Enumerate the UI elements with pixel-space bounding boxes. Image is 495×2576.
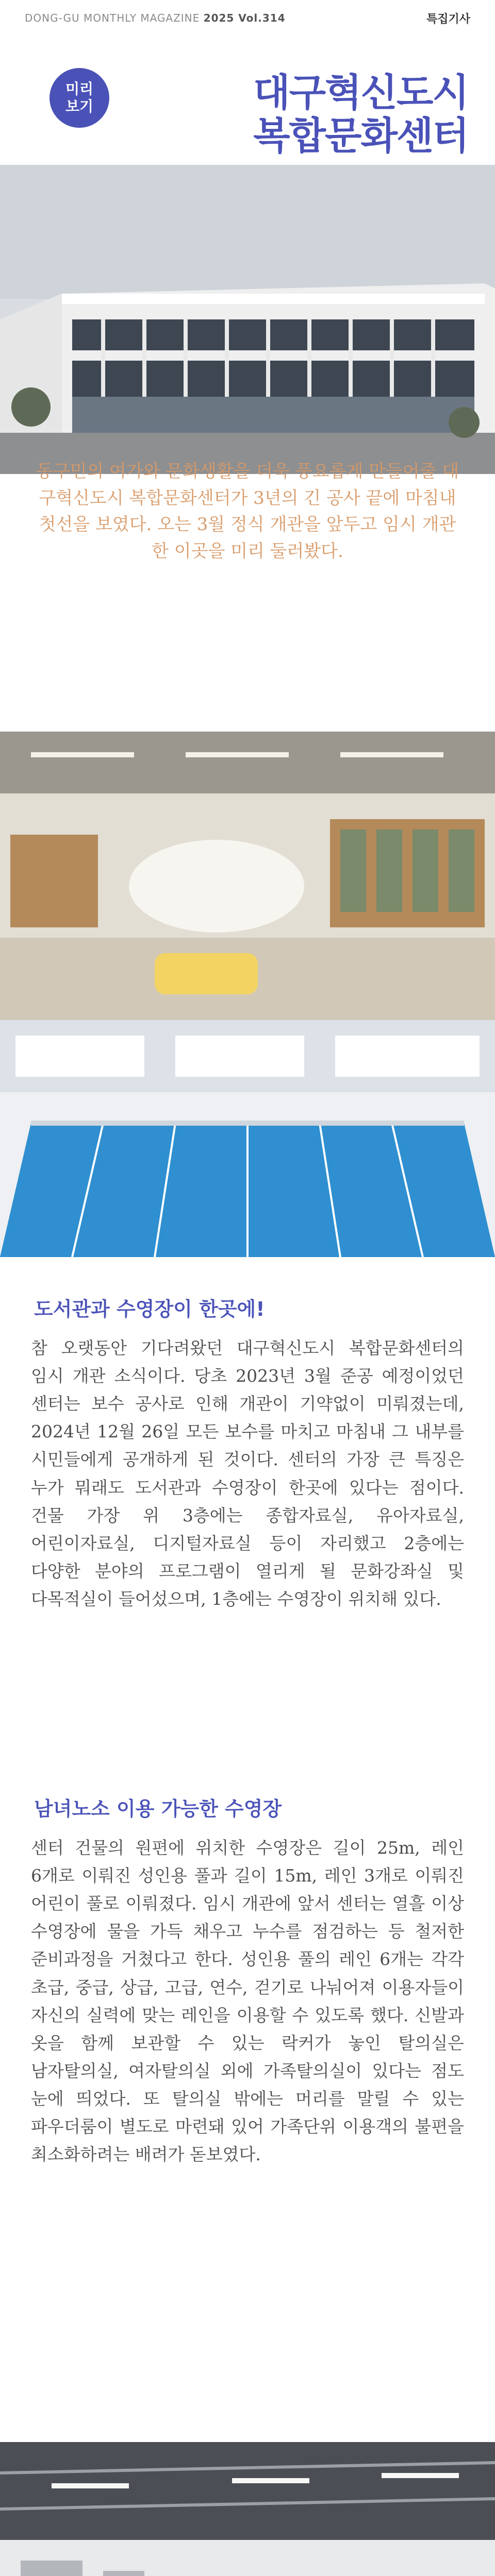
reading-room-photo	[0, 2442, 495, 2576]
section-heading-library-pool: 도서관과 수영장이 한곳에!	[31, 1293, 268, 1321]
preview-badge	[50, 68, 109, 128]
section-body-library-pool: 참 오랫동안 기다려왔던 대구혁신도시 복합문화센터의 임시 개관 소식이다. 당초 2023년 3월 준공 예정이었던 센터는 보수 공사로 인해 개관이 기약없이 미뤄졌는데, 2024년 12월 26일 모든 보수를 마치고 마침내 그 내부를 시민들에게 공개하게 된 것이다. 센터의 가장 큰 특징은 누가 뭐래도 도서관과 수영장이 한곳에 있다는 점이다. 건물 가장 위 3층에는 종합자료실, 유아자료실, 어린이자료실, 디지털자료실 등이 자리했고 2층에는 다양한 분야의 프로그램이 열리게 될 문화강좌실 및 다목적실이 들어섰으며, 1층에는 수영장이 위치해 있다.	[31, 1338, 464, 1609]
magazine-header	[0, 0, 495, 36]
title-line-1: 대구혁신도시	[253, 71, 468, 115]
badge-line-1: 미리	[65, 80, 94, 98]
building-exterior-photo	[0, 165, 495, 474]
intro-text: 동구민의 여가와 문화생활을 더욱 풍요롭게 만들어줄 대구혁신도시 복합문화센터가 3년의 긴 공사 끝에 마침내 첫선을 보였다. 오는 3월 정식 개관을 앞두고 임시 개관한 이곳을 미리 둘러봤다.	[36, 461, 459, 562]
section-heading-pool: 남녀노소 이용 가능한 수영장	[31, 1793, 285, 1821]
badge-line-2: 보기	[65, 98, 94, 115]
section-body-pool: 센터 건물의 원편에 위치한 수영장은 길이 25m, 레인 6개로 이뤄진 성인용 풀과 길이 15m, 레인 3개로 이뤄진 어린이 풀로 이뤄졌다. 임시 개관에 앞서 센터는 열흘 이상 수영장에 물을 가득 채우고 누수를 점검하는 등 철저한 준비과정을 거쳤다고 한다. 성인용 풀의 레인 6개는 각각 초급, 중급, 상급, 고급, 연수, 걷기로 나눠어져 이용자들이 자신의 실력에 맞는 레인을 이용할 수 있도록 했다. 신발과 옷을 함께 보관할 수 있는 락커가 놓인 탈의실은 남자탈의실, 여자탈의실 외에 가족탈의실이 있다는 점도 눈에 띄었다. 또 탈의실 밖에는 머리를 말릴 수 있는 파우더룸이 별도로 마련돼 있어 가족단위 이용객의 불편을 최소화하려는 배려가 돋보였다.	[31, 1838, 464, 2165]
magazine-title: DONG-GU MONTHLY MAGAZINE	[25, 12, 200, 24]
section-label: 특집기사	[426, 12, 470, 26]
swimming-pool-photo	[0, 1020, 495, 1257]
magazine-issue: 2025 Vol.314	[203, 12, 286, 24]
hero	[0, 36, 495, 325]
reading-room-image	[0, 2442, 495, 2576]
page-title	[253, 71, 468, 158]
library-pool-photos	[0, 732, 495, 1257]
magazine-name	[25, 12, 286, 24]
title-line-2: 복합문화센터	[253, 114, 468, 159]
